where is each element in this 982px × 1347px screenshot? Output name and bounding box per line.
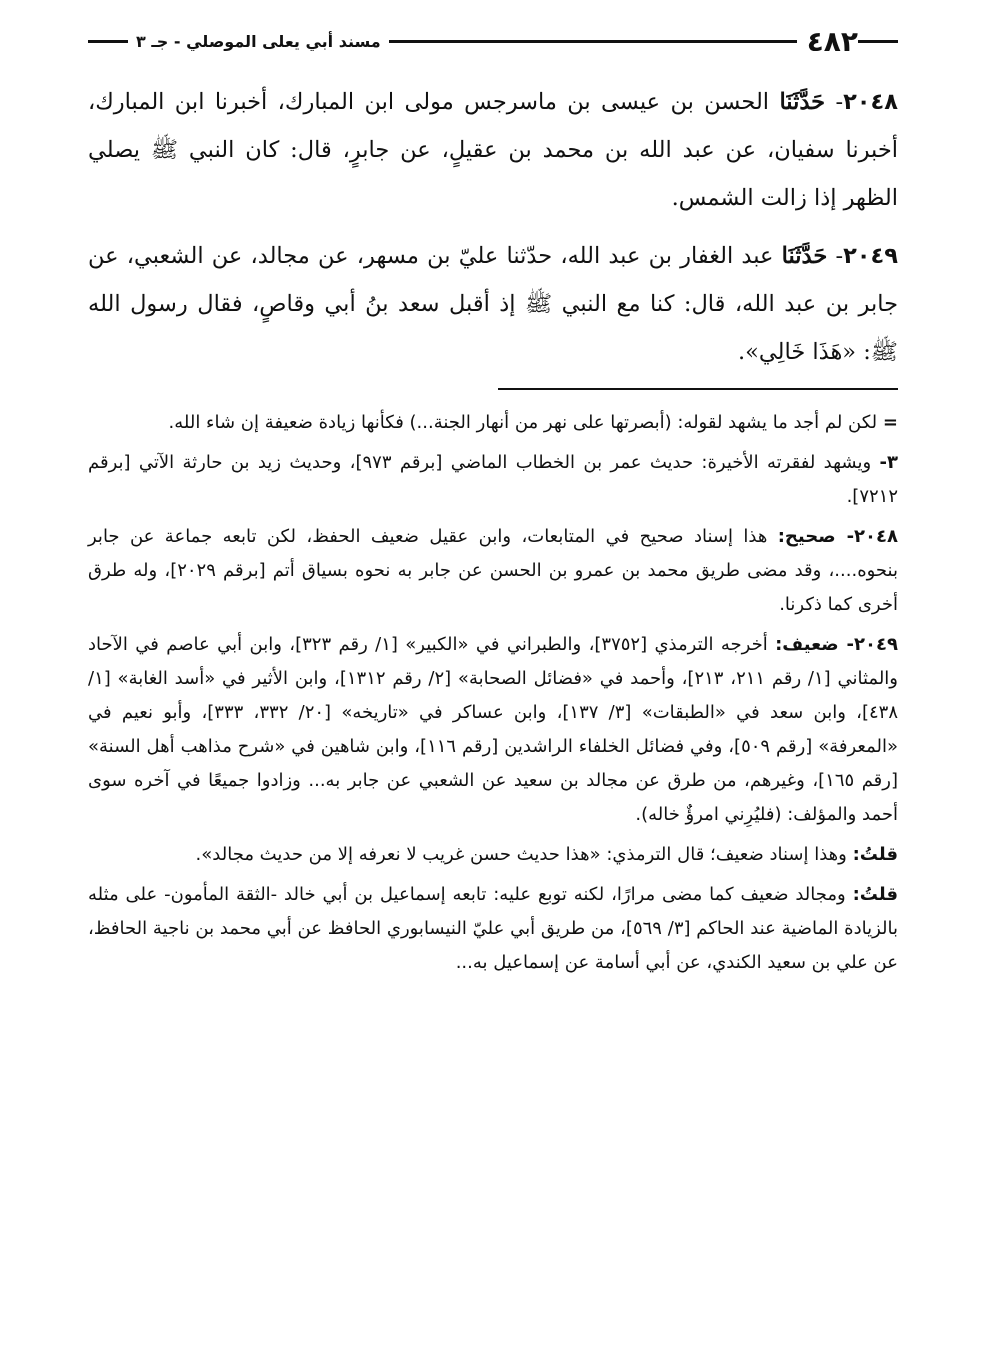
footnote-comment-1: [88, 838, 898, 872]
hadith-lead: حَدَّثَنَا: [779, 89, 826, 115]
page-header: [88, 18, 898, 64]
hadith-number: ٢٠٤٩: [843, 243, 898, 269]
header-rule-short: [858, 40, 898, 43]
hadith-2048: ٢٠٤٨- حَدَّثَنَا الحسن بن عيسى بن ماسرجس مولى ابن المبارك، أخبرنا ابن المبارك، أخبرنا سفيان، عن عبد الله بن محمد بن عقيلٍ، عن جابرٍ، قال: كان النبي ﷺ يصلي الظهر إذا زالت الشمس.: [88, 89, 898, 211]
hadith-2049: ٢٠٤٩- حَدَّثَنَا عبد الغفار بن عبد الله، حدّثنا عليّ بن مسهر، عن مجالد، عن الشعبي، عن جابر بن عبد الله، قال: كنا مع النبي ﷺ إذ أقبل سعد بنُ أبي وقاصٍ، فقال رسول الله ﷺ: «هَذَا خَالِي».: [88, 243, 898, 365]
running-title: مسند أبي يعلى الموصلي - جـ ٣: [136, 31, 381, 51]
hadith-number: ٢٠٤٨: [843, 89, 898, 115]
header-rule-end: [88, 40, 128, 43]
footnote-tag: ٢٠٤٨- صحيح:: [777, 526, 898, 547]
book-page: [88, 18, 898, 986]
footnote-continuation: [88, 406, 898, 440]
footnote-3: [88, 446, 898, 514]
footnote-tag: قلتُ:: [852, 844, 898, 865]
footnotes: [88, 406, 898, 980]
hadith-text: عبد الغفار بن عبد الله، حدّثنا عليّ بن مسهر، عن مجالد، عن الشعبي، عن جابر بن عبد الله، قال: كنا مع النبي ﷺ إذ أقبل سعد بنُ أبي وقاصٍ، فقال رسول الله ﷺ: «هَذَا خَالِي».: [88, 243, 898, 365]
footnote-tag: =: [882, 412, 898, 433]
footnote-text: هذا إسناد صحيح في المتابعات، وابن عقيل ضعيف الحفظ، لكن تابعه جماعة عن جابر بنحوه....، وقد مضى طريق محمد بن عمرو بن الحسن عن جابر به نحوه بسياق أتم [برقم ٢٠٢٩]، وله طرق أخرى كما ذكرنا.: [88, 526, 898, 615]
page-number: ٤٨٢: [806, 24, 858, 58]
footnote-text: وهذا إسناد ضعيف؛ قال الترمذي: «هذا حديث حسن غريب لا نعرفه إلا من حديث مجالد».: [195, 844, 847, 865]
header-rule-long: [389, 40, 797, 43]
footnote-2049: [88, 628, 898, 832]
footnote-text: ويشهد لفقرته الأخيرة: حديث عمر بن الخطاب الماضي [برقم ٩٧٣]، وحديث زيد بن حارثة الآتي [برقم ٧٢١٢].: [88, 452, 898, 507]
footnote-text: لكن لم أجد ما يشهد لقوله: (أبصرتها على نهر من أنهار الجنة...) فكأنها زيادة ضعيفة إن شاء الله.: [168, 412, 878, 433]
footnote-divider: [498, 388, 898, 390]
footnote-tag: ٢٠٤٩- ضعيف:: [775, 634, 898, 655]
footnote-tag: قلتُ:: [852, 884, 898, 905]
footnote-text: ومجالد ضعيف كما مضى مرارًا، لكنه توبع عليه: تابعه إسماعيل بن أبي خالد -الثقة المأمون- على مثله بالزيادة الماضية عند الحاكم [٣/ ٥٦٩]، من طريق أبي عليّ النيسابوري الحافظ عن أبي محمد بن ناجية الحافظ، عن علي بن سعيد الكندي، عن أبي أسامة عن إسماعيل به...: [88, 884, 898, 973]
hadith-section: [88, 78, 898, 376]
footnote-2048: [88, 520, 898, 622]
hadith-text: الحسن بن عيسى بن ماسرجس مولى ابن المبارك، أخبرنا ابن المبارك، أخبرنا سفيان، عن عبد الله بن محمد بن عقيلٍ، عن جابرٍ، قال: كان النبي ﷺ يصلي الظهر إذا زالت الشمس.: [88, 89, 898, 211]
footnote-text: أخرجه الترمذي [٣٧٥٢]، والطبراني في «الكبير» [١/ رقم ٣٢٣]، وابن أبي عاصم في الآحاد والمثاني [١/ رقم ٢١١، ٢١٣]، وأحمد في «فضائل الصحابة» [٢/ رقم ١٣١٢]، وابن الأثير في «أسد الغابة» [١/ ٤٣٨]، وابن سعد في «الطبقات» [٣/ ١٣٧]، وابن عساكر في «تاريخه» [٢٠/ ٣٣٢، ٣٣٣]، وأبو نعيم في «المعرفة» [رقم ٥٠٩]، وفي فضائل الخلفاء الراشدين [رقم ١١٦]، وابن شاهين في «شرح مذاهب أهل السنة» [رقم ١٦٥]، وغيرهم، من طرق عن مجالد بن سعيد عن الشعبي عن جابر به... وزادوا جميعًا في آخره سوى أحمد والمؤلف: (فليُرِني امرؤٌ خاله).: [88, 634, 898, 825]
hadith-lead: حَدَّثَنَا: [781, 243, 828, 269]
footnote-comment-2: [88, 878, 898, 980]
footnote-tag: ٣-: [879, 452, 898, 473]
